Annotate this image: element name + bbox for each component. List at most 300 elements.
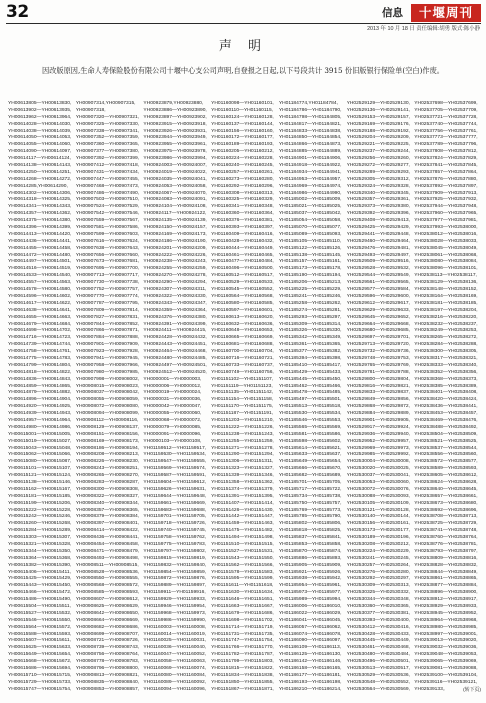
number-range-entry: YH00907752—YH00907757, [75, 287, 140, 293]
number-range-entry: YH01160308—YH01160313, [211, 190, 274, 196]
number-range-entry: YH00614980—YH00614986, [8, 424, 72, 430]
number-range-entry: YH00908169—YH00908173, [75, 438, 140, 444]
dateline: 2013 年 10 月 18 日 责任编辑:胡勇 版式:陈小静 [367, 25, 480, 32]
number-range-entry: YH01151306—YH01151311, [211, 459, 274, 465]
number-range-entry: YH00908699—YH00908707, [75, 631, 140, 637]
number-range-entry: YH00907581—YH00907586, [75, 225, 140, 231]
number-range-entry: YH0000006—YH0000012, [143, 383, 202, 389]
number-range-entry: YH01185293—YH01185297, [278, 314, 342, 320]
number-range-entry: YH02538572—YH02538577, [414, 459, 478, 465]
number-range-entry: YH00614472—YH00614480, [8, 252, 72, 258]
number-range-entry: YH00908642—YH00908650, [75, 610, 140, 616]
number-range-entry: YH00613962—YH00613964, [8, 114, 72, 120]
number-range-entry: YH02538725—YH02538729, [414, 521, 478, 527]
number-range-entry: YH02530004—YH02530008, [346, 459, 410, 465]
number-range-entry: YH00908813—YH00908821, [75, 672, 140, 678]
number-range-entry: YH00908112—YH00908116, [75, 417, 139, 423]
number-range-entry: YH02537857—YH02537864, [414, 169, 478, 175]
number-range-entry: YH00908739—YH00908743, [75, 645, 140, 651]
number-range-entry: YH01185989—YH01185994, [278, 597, 342, 603]
number-range-entry: YH01160529—YH01160533, [211, 280, 274, 286]
number-range-entry: YH02538605—YH02538612, [414, 473, 478, 479]
number-range-entry: YH01160564—YH01160568, [211, 293, 274, 299]
number-range-entry: YH01185973—YH01185977, [278, 590, 342, 596]
number-range-entry: YH01185701—YH01185705, [278, 479, 342, 485]
number-range-entry: YH02539081—YH02539088, [414, 666, 478, 672]
policy-number-table [8, 101, 482, 695]
number-range-entry: YH01184817—YH01184821, [278, 121, 342, 127]
number-range-entry: YH00924222—YH00924226, [143, 252, 207, 258]
number-range-entry: YH01160189—YH01160193, [211, 142, 274, 148]
number-range-entry: YH01185938—YH01185942, [278, 576, 342, 582]
number-range-entry: YH01185241—YH01185246, [278, 293, 342, 299]
number-range-entry: YH01151391—YH01151395, [211, 493, 274, 499]
number-range-entry: YH02538061—YH02538068, [414, 252, 478, 258]
number-range-entry: YH02529596—YH02529600, [346, 293, 410, 299]
number-range-entry: YH02529425—YH02529429, [346, 225, 410, 231]
number-range-entry: YH00924391—YH00924399, [143, 321, 207, 327]
number-range-entry: YH00615686—YH00615694, [8, 666, 72, 672]
number-range-entry: YH01159911—YH01159916, [143, 590, 206, 596]
number-range-entry: YH02537721—YH02537728, [414, 114, 478, 120]
number-range-entry: YH00908682—YH00908686, [75, 624, 140, 630]
number-range-entry: YH00907713—YH00907717, [75, 273, 140, 279]
number-range-entry: YH02538912—YH02538917, [414, 597, 478, 603]
number-range-entry: YH00908471—YH00908479, [75, 548, 140, 554]
number-column-2 [76, 101, 144, 695]
number-range-entry: YH00907901—YH00907909, [75, 342, 140, 348]
number-range-entry: YH01160240—YH01160245, [211, 163, 274, 169]
number-range-entry: YH02529476—YH02529481, [346, 245, 410, 251]
number-range-entry: YH00907844—YH00907852, [75, 321, 140, 327]
number-range-entry: YH00615001—YH00615005, [8, 431, 72, 437]
number-range-entry: YH02530140—YH02530144, [346, 514, 410, 520]
number-range-entry: YH00923944—YH00923949, [143, 135, 207, 141]
number-range-entry: YH01159929—YH01159933, [143, 597, 207, 603]
number-range-entry: YH00615382—YH00615390, [8, 562, 72, 568]
number-range-entry: YH00908454—YH00908458, [75, 542, 140, 547]
number-range-entry: YH01185157—YH01185161, [278, 259, 342, 265]
number-range-entry: YH02530548—YH02530552, [346, 679, 410, 685]
number-range-entry: YH00908721—YH00908726, [75, 638, 140, 644]
number-range-entry: YH01151135—YH01151142, [211, 390, 274, 396]
number-range-entry: YH00907923—YH00907928, [75, 349, 140, 355]
number-range-entry: YH02537740—YH02537744, [414, 121, 478, 127]
number-range-entry: YH01159889—YH01159897, [143, 583, 207, 589]
number-range-entry: YH00907447—YH00907455, [75, 176, 140, 182]
number-range-entry: YH01151102—YH01151107, [211, 376, 274, 382]
number-range-entry: YH02538368—YH02538373, [414, 376, 478, 382]
number-range-entry: YH00908322—YH00908327, [75, 493, 140, 499]
number-range-entry: YH02529169—YH02529176, [346, 121, 410, 127]
number-range-entry: YH00908037—YH00908042, [75, 390, 140, 396]
number-range-entry: YH0000001—YH0000003, [143, 376, 202, 382]
number-range-entry: YH01159547—YH01159555, [143, 459, 207, 465]
number-range-entry: YH02530393—YH02530400, [346, 617, 410, 623]
number-range-entry: YH00924480—YH00924485, [143, 355, 207, 361]
number-range-entry: YH00908397—YH00908401, [75, 521, 140, 527]
number-range-entry: YH01160124—YH01160128, [211, 114, 274, 120]
number-range-entry: YH01185258—YH01185262, [278, 300, 342, 306]
number-range-entry: YH01185462—YH01185466, [278, 383, 342, 389]
number-range-entry: YH02537824—YH02537829, [414, 156, 478, 162]
number-range-entry: YH02530276—YH02530280, [346, 569, 410, 575]
number-range-entry: YH00924512—YH00924520, [143, 369, 207, 375]
number-range-entry: YH01160089—YH01160092, [143, 679, 207, 685]
number-range-entry: YH0000103—YH0000108, [143, 438, 202, 444]
number-range-entry: YH01160681—YH01160688, [211, 342, 274, 348]
number-range-entry: YH01151562—YH01151566, [211, 562, 274, 568]
number-range-entry: YH01160477—YH01160484, [211, 259, 274, 265]
number-range-entry: YH00614920—YH00614925, [8, 404, 72, 410]
number-range-entry: YH00908379—YH00908384, [75, 514, 140, 520]
number-range-entry: YH01160341—YH01160348, [211, 204, 274, 210]
number-range-entry: YH02538164—YH02538169, [414, 293, 478, 299]
number-range-entry: YH02529528—YH02529532, [346, 266, 410, 272]
number-range-entry: YH01160461—YH01160465, [211, 252, 274, 258]
number-range-entry: YH00614497—YH00614501, [8, 259, 72, 265]
number-range-entry: YH02538045—YH02538049, [414, 245, 478, 251]
number-range-entry: YH02530208—YH02530212, [346, 542, 410, 547]
number-range-entry: YH02538080—YH02538084, [414, 259, 478, 265]
number-range-entry: YH00614578—YH00614580, [8, 287, 72, 293]
number-range-entry: YH01184986—YH01184990, [278, 190, 342, 196]
number-range-entry: YH01185394—YH01185398, [278, 355, 342, 361]
masthead-title: 十堰周刊 [418, 5, 473, 20]
number-range-entry: YH00615242—YH00615246, [8, 514, 72, 520]
number-range-entry: YH02530496—YH02530501, [346, 659, 410, 665]
number-range-entry: YH01160205—YH01160212, [211, 149, 274, 155]
number-range-entry: YH02529460—YH02529464, [346, 238, 410, 244]
number-range-entry: YH00908853—YH00908857, [75, 686, 140, 692]
number-range-entry: YH00907958—YH00907966, [75, 362, 140, 368]
number-range-entry: YH01159512—YH01159517, [143, 445, 207, 451]
number-range-entry: YH00923897—YH00923902, [143, 114, 207, 120]
number-range-entry: YH01160496—YH01160500, [211, 266, 274, 272]
number-range-entry: YH00615747—YH00615754, [8, 686, 72, 692]
number-range-entry: YH02530072—YH02530076, [346, 486, 410, 492]
number-range-entry: YH01159604—YH01159612, [143, 479, 207, 485]
notice-body: 因改版原因,生命人寿保险股份有限公司十堰中心支公司声明,自登报之日起,以下号段共计 3915 份旧版银行保险单(空白)作废。 [42, 66, 444, 75]
number-range-entry: YH02530156—YH02530161, [346, 521, 410, 527]
number-range-entry: YH00614679—YH00614684, [8, 321, 72, 327]
number-range-entry: YH00907770—YH00907774, [75, 293, 140, 299]
number-range-entry: YH01159758—YH01159762, [143, 535, 207, 541]
number-range-entry: YH00924322—YH00924330, [143, 293, 207, 299]
number-range-entry: YH00614055—YH00614060, [8, 142, 72, 148]
number-range-entry: YH01160137—YH01160144, [211, 121, 274, 127]
number-range-entry: YH02538521—YH02538525, [414, 438, 478, 444]
number-range-entry: YH01160632—YH01160636, [211, 321, 274, 327]
number-range-entry: YH01185497—YH01185501, [278, 397, 342, 403]
number-range-entry: YH00615181—YH00615185, [8, 493, 72, 499]
number-range-entry: YH01185410—YH01185417, [278, 362, 342, 368]
number-range-entry: YH0000019—YH0000024, [143, 390, 202, 396]
number-range-entry: YH01151766—YH01151770, [211, 645, 274, 651]
number-range-entry: YH02529664—YH02529668, [346, 321, 410, 327]
number-range-entry: YH00614375—YH00614380, [8, 218, 72, 224]
number-range-entry: YH02538129—YH02538136, [414, 280, 478, 286]
number-range-entry: YH01184833—YH01184838, [278, 128, 342, 134]
number-range-entry: YH00614455—YH00614458, [8, 245, 72, 251]
number-range-entry: YH00908265—YH00908270, [75, 473, 140, 479]
number-range-entry: YH02539100—YH02539104, [414, 672, 478, 678]
number-range-entry: YH00614050—YH00614053, [8, 135, 72, 141]
number-range-entry: YH01186158—YH01186165, [278, 666, 342, 672]
number-range-entry: YH01151170—YH01151175, [211, 404, 274, 410]
number-range-entry: YH01151222—YH01151226, [211, 424, 274, 430]
number-range-entry: YH02537909—YH02537913, [414, 190, 478, 196]
number-range-entry: YH02538488—YH02538492, [414, 424, 478, 430]
number-range-entry: YH01160409—YH01160416, [211, 231, 274, 237]
number-range-entry: YH01151119—YH01151123, [211, 383, 273, 389]
number-range-entry: YH00615019—YH00615027, [8, 438, 72, 444]
number-range-entry: YH01186057—YH01186062, [278, 624, 342, 630]
number-range-entry: YH00615588—YH00615593, [8, 631, 72, 637]
number-range-entry: YH01186193—YH01186198, [278, 679, 342, 685]
number-range-entry: YH02538453—YH02538457, [414, 411, 478, 417]
number-range-entry: YH00908511—YH00908515, [75, 562, 139, 568]
number-range-entry: YH00614268—YH00614272, [8, 176, 72, 182]
number-range-entry: YH01159854—YH01159859, [143, 569, 207, 575]
number-range-entry: YH01160428—YH01160432, [211, 238, 274, 244]
number-range-entry: YH02529952—YH02529957, [346, 438, 410, 444]
number-range-entry: YH00924443—YH00924451, [143, 342, 207, 348]
number-range-entry: YH01185750—YH01185757, [278, 500, 342, 506]
number-range-entry: YH01185326—YH01185330, [278, 328, 342, 334]
number-range-entry: YH00924255—YH00924259, [143, 266, 207, 272]
number-range-entry: YH00923975—YH00923978, [143, 149, 207, 155]
number-range-entry: YH01151510—YH01151515, [211, 542, 274, 547]
number-range-entry: YH00923879,YH00923880, [143, 101, 204, 106]
number-range-entry: YH01160069—YH01160074, [143, 666, 207, 672]
number-range-entry: YH01151154—YH01151158, [211, 397, 274, 403]
number-range-entry: YH01160325—YH01160329, [211, 197, 274, 203]
number-range-entry: YH02539048—YH02539053, [414, 652, 478, 658]
number-range-entry: YH00614557—YH00614563, [8, 280, 72, 286]
number-range-entry: YH02530257—YH02530264, [346, 562, 410, 568]
number-range-entry: YH01185513—YH01185518, [278, 404, 342, 410]
number-range-entry: YH02530020—YH02530025, [346, 466, 410, 472]
number-range-entry: YH02530088—YH02530093, [346, 493, 410, 499]
number-range-entry: YH00614250—YH00614251, [8, 169, 72, 175]
number-range-entry: YH01159683—YH01159688, [143, 507, 207, 513]
number-column-4 [211, 101, 279, 695]
number-range-entry: YH00614617—YH00614622, [8, 300, 72, 306]
number-range-entry: YH01151442—YH01151447, [211, 514, 274, 520]
number-range-entry: YH01185565—YH01185569, [278, 424, 342, 430]
number-range-entry: YH01160580—YH01160585, [211, 300, 274, 306]
number-range-entry: YH02538469—YH02538476, [414, 417, 478, 423]
number-range-entry: YH00615303—YH00615307, [8, 535, 72, 541]
number-range-entry: YH01159775—YH01159783, [143, 542, 207, 547]
number-range-entry: YH02538657—YH02538661, [414, 493, 478, 499]
number-range-entry: YH02529917—YH02529924, [346, 424, 410, 430]
number-range-entry: YH01151663—YH01151667, [211, 604, 274, 610]
number-range-entry: YH00907352—YH00907359, [75, 135, 140, 141]
number-range-entry: YH00615729—YH00615733, [8, 679, 72, 685]
number-range-entry: YH00924186—YH00924190, [143, 238, 207, 244]
number-range-entry: YH02529629—YH02529633, [346, 307, 410, 313]
number-range-entry: YH00907468—YH00907473, [75, 183, 140, 189]
number-range-entry: YH01185870—YH01185874, [278, 548, 342, 554]
number-range-entry: YH00924270—YH00924278, [143, 273, 207, 279]
number-range-entry: YH00924067—YH00924070, [143, 190, 207, 196]
number-range-entry: YH02530344—YH02530348, [346, 597, 410, 603]
number-range-entry: YH00907616—YH00907624, [75, 238, 140, 244]
number-range-entry: YH01151339—YH01151346, [211, 473, 274, 479]
number-range-entry: YH01185921—YH01185926, [278, 569, 342, 575]
number-range-entry: YH01185342—YH01185349, [278, 335, 342, 341]
number-range-entry: YH00615101—YH00615107, [8, 466, 72, 472]
number-range-entry: YH00923955—YH00923961, [143, 142, 207, 148]
number-range-entry: YH00924290—YH00924294, [143, 280, 207, 286]
number-range-entry: YH01160393—YH01160397, [211, 225, 274, 231]
number-range-entry: YH01185734—YH01185738, [278, 493, 342, 499]
number-range-entry: YH00924411—YH00924415, [143, 328, 207, 334]
number-range-entry: YH00615199—YH00615206, [8, 500, 72, 506]
number-range-entry: YH00924083—YH00924091, [143, 197, 207, 203]
number-range-entry: YH02538776—YH02538781, [414, 542, 478, 547]
number-range-entry: YH01159661—YH01159669, [143, 500, 207, 506]
number-range-entry: YH01151426—YH01151430, [211, 507, 274, 513]
number-range-entry: YH0000042—YH0000047, [143, 404, 202, 410]
number-range-entry: YH00614596—YH00614602, [8, 293, 72, 299]
number-range-entry: YH02537705—YH02537709, [414, 107, 478, 113]
number-range-entry: YH02538012—YH02538016, [414, 231, 478, 237]
number-range-entry: YH01160716—YH01160721, [211, 355, 274, 361]
number-range-entry: YH01160273—YH01160280, [211, 176, 274, 182]
number-range-entry: YH01151494—YH01151498, [211, 535, 274, 541]
number-range-entry: YH00908208—YH00908213, [75, 452, 140, 458]
number-range-entry: YH01160360—YH01160364, [211, 211, 274, 217]
number-range-entry: YH00907338—YH00907341, [75, 128, 140, 134]
number-range-entry: YH01151867—YH01151871, [211, 686, 274, 692]
number-range-entry: YH01185546—YH01185553, [278, 417, 342, 423]
number-range-entry: YH00908585—YH00908593, [75, 590, 140, 596]
number-range-entry: YH02538877—YH02538884, [414, 583, 478, 589]
number-range-entry: YH01185905—YH01185909, [278, 562, 342, 568]
page-number: 32 [6, 2, 29, 22]
number-range-entry: YH01185614—YH01185621, [278, 445, 342, 451]
number-range-entry: YH00907325—YH00907330, [75, 121, 140, 127]
number-range-entry: YH00908625—YH00908629, [75, 604, 140, 610]
number-range-entry: YH02530189—YH02530196, [346, 535, 410, 541]
number-range-entry: YH01160080—YH01160084, [143, 672, 207, 678]
number-range-entry: YH00615504—YH00615511, [8, 604, 71, 610]
number-range-entry: YH01186006—YH01186010, [278, 604, 342, 610]
number-range-entry: YH01185105—YH01185110, [278, 238, 342, 244]
number-range-entry: YH02529901—YH02529905, [346, 417, 410, 423]
number-range-entry: YH01159832—YH01159840, [143, 562, 207, 568]
number-range-entry: YH00908072—YH00908080, [75, 404, 140, 410]
number-range-entry: YH01185361—YH01185365, [278, 342, 342, 348]
number-range-entry: YH00908186—YH00908194, [75, 445, 140, 451]
number-range-entry: YH02529969—YH02529973, [346, 445, 410, 451]
number-range-entry: YH01151203—YH01151210, [211, 417, 274, 423]
number-range-entry: YH01160014—YH01160019, [143, 631, 207, 637]
number-range-entry: YH00908493—YH00908498, [75, 555, 140, 561]
number-range-entry: YH02529868—YH02529872, [346, 404, 410, 410]
number-range-entry: YH00615425—YH00615429, [8, 576, 72, 582]
number-range-entry: YH01185429—YH01185433, [278, 369, 342, 375]
number-range-entry: YH00924376—YH00924380, [143, 314, 207, 320]
number-range-entry: YH00614302—YH00614306, [8, 190, 72, 196]
number-range-entry: YH00907431—YH00907434, [75, 169, 140, 175]
number-range-entry: YH00924497—YH00924501, [143, 362, 207, 368]
masthead-box [411, 4, 481, 22]
number-range-entry: YH01184969—YH01184974, [278, 183, 342, 189]
number-range-entry: YH02529645—YH02529652, [346, 314, 410, 320]
number-range-entry: YH02529441—YH02529448, [346, 231, 410, 237]
number-range-entry: YH02530309—YH02530313, [346, 583, 410, 589]
number-range-entry: YH02529373—YH02529380, [346, 204, 410, 210]
number-range-entry: YH01151611—YH01151618, [211, 583, 274, 589]
number-range-entry: YH01159986—YH01159990, [143, 617, 207, 623]
number-range-entry: YH00614341—YH00614343, [8, 204, 72, 210]
number-range-entry: YH00908756—YH00908764, [75, 652, 140, 658]
number-range-entry: YH01151290—YH01151294, [211, 452, 274, 458]
number-column-7 [414, 101, 482, 695]
number-range-entry: YH00614533—YH00614540, [8, 273, 72, 279]
number-range-entry: YH02538844—YH02538849, [414, 569, 478, 575]
number-range-entry: YH02530377—YH02530381, [346, 610, 410, 616]
number-range-entry: YH01185309—YH01185314, [278, 321, 342, 327]
number-range-entry: YH00907314,YH00907315, [75, 101, 136, 106]
number-range-entry: YH01185445—YH01185450, [278, 376, 342, 382]
number-range-entry: YH02538197—YH02538204, [414, 307, 478, 313]
number-range-entry: YH00907809—YH00907814, [75, 307, 140, 313]
number-range-entry: YH00614758—YH00614761, [8, 349, 72, 355]
number-range-entry: YH02538028—YH02538033, [414, 238, 478, 244]
number-range-entry: YH00907318, [75, 107, 106, 113]
number-range-entry: YH00614117—YH00614124, [8, 156, 71, 162]
number-range-entry: YH00908835—YH00908840, [75, 679, 140, 685]
number-range-entry: YH01151815—YH01151822, [211, 666, 274, 672]
number-range-entry: YH02529884—YH02529889, [346, 411, 410, 417]
number-range-entry: YH02538980—YH02538985, [414, 624, 478, 630]
number-range-entry: YH01184885—YH01184889, [278, 149, 342, 155]
number-range-entry: YH02538945—YH02538952, [414, 610, 478, 616]
number-range-entry: YH01160648—YH01160653, [211, 328, 274, 334]
number-range-entry: YH02529340—YH02529345, [346, 190, 410, 196]
number-range-entry: YH00614939—YH00614943, [8, 411, 72, 417]
number-range-entry: YH01185274—YH01185281, [278, 307, 342, 313]
continued-note: (转下页) [463, 687, 481, 693]
number-range-entry: YH01185225—YH01185229, [278, 287, 342, 293]
number-range-entry: YH02537808—YH02537812, [414, 149, 478, 155]
section-label: 信息 [382, 7, 403, 19]
number-range-entry: YH00615406—YH00615411, [8, 569, 71, 575]
number-range-entry: YH02539032—YH02539036, [414, 645, 478, 651]
number-range-entry: YH01185122—YH01185126, [278, 245, 342, 251]
number-column-6 [347, 101, 415, 695]
number-range-entry: YH00615121—YH00615124, [8, 473, 72, 479]
number-range-entry: YH00907941—YH00907945, [75, 355, 140, 361]
number-range-entry: YH02530513—YH02530517, [346, 666, 410, 672]
number-range-entry: YH00908283—YH00908287, [75, 479, 140, 485]
number-range-entry: YH00908357—YH00908365, [75, 507, 140, 513]
number-range-entry: YH00908151—YH00908156, [75, 431, 140, 437]
number-range-entry: YH00924428—YH00924432, [143, 335, 207, 341]
number-range-entry: YH00614138—YH00614143, [8, 163, 72, 169]
number-range-entry: YH00907503—YH00907510, [75, 197, 140, 203]
number-range-entry: YH00908664—YH00908669, [75, 617, 140, 623]
number-range-entry: YH00908414—YH00908422, [75, 528, 140, 534]
number-range-entry: YH01186177—YH01186181, [278, 672, 342, 678]
number-range-entry: YH00907392—YH00907399, [75, 156, 140, 162]
number-range-entry: YH00924359—YH00924364, [143, 307, 207, 313]
